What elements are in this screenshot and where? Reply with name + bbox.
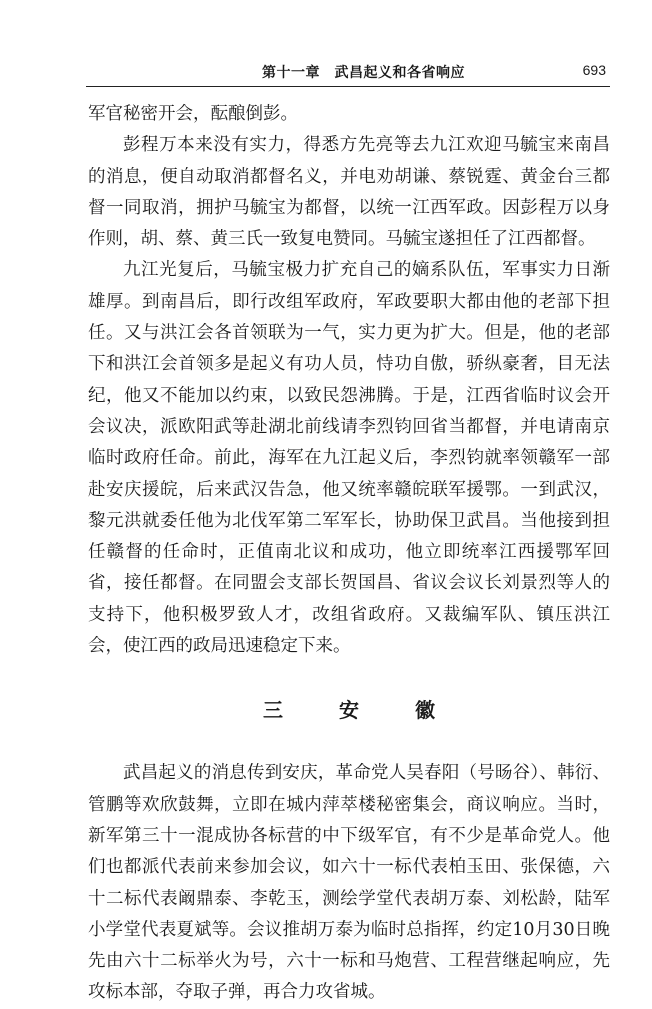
running-header xyxy=(86,62,606,84)
header-rule xyxy=(86,86,610,87)
page-number: 693 xyxy=(582,62,606,78)
body-text xyxy=(88,99,610,1009)
paragraph: 九江光复后，马毓宝极力扩充自己的嫡系队伍，军事实力日渐雄厚。到南昌后，即行改组军政府，军政要职大都由他的老部下担任。又与洪江会各首领联为一气，实力更为扩大。但是，他的老部下和洪江会首领多是起义有功人员，恃功自傲，骄纵豪奢，目无法纪，他又不能加以约束，以致民怨沸腾。于是，江西省临时议会开会议决，派欧阳武等赴湖北前线请李烈钧回省当都督，并电请南京临时政府任命。前此，海军在九江起义后，李烈钧就率领赣军一部赴安庆援皖，后来武汉告急，他又统率赣皖联军援鄂。一到武汉，黎元洪就委任他为北伐军第二军军长，协助保卫武昌。当他接到担任赣督的任命时，正值南北议和成功，他立即统率江西援鄂军回省，接任都督。在同盟会支部长贺国昌、省议会议长刘景烈等人的支持下，他积极罗致人才，改组省政府。又裁编军队、镇压洪江会，使江西的政局迅速稳定下来。 xyxy=(88,260,610,657)
paragraph-continuation: 军官秘密开会，酝酿倒彭。 xyxy=(88,104,298,124)
chapter-title: 第十一章 武昌起义和各省响应 xyxy=(262,65,465,81)
paragraph: 武昌起义的消息传到安庆，革命党人吴春阳（号旸谷）、韩衍、管鹏等欢欣鼓舞，立即在城内萍萃楼秘密集会，商议响应。当时，新军第三十一混成协各标营的中下级军官，有不少是革命党人。他们也都派代表前来参加会议，如六十一标代表柏玉田、张保德，六十二标代表阚鼎泰、李乾玉，测绘学堂代表胡万泰、刘松龄，陆军小学堂代表夏斌等。会议推胡万泰为临时总指挥，约定10月30日晚先由六十二标举火为号，六十一标和马炮营、工程营继起响应，先攻标本部，夺取子弹，再合力攻省城。 xyxy=(88,763,610,1003)
paragraph: 彭程万本来没有实力，得悉方先亮等去九江欢迎马毓宝来南昌的消息，便自动取消都督名义，并电劝胡谦、蔡锐霆、黄金台三都督一同取消，拥护马毓宝为都督，以统一江西军政。因彭程万以身作则，胡、蔡、黄三氏一致复电赞同。马毓宝遂担任了江西都督。 xyxy=(88,135,610,250)
section-heading: 三 安 徽 xyxy=(263,698,453,723)
